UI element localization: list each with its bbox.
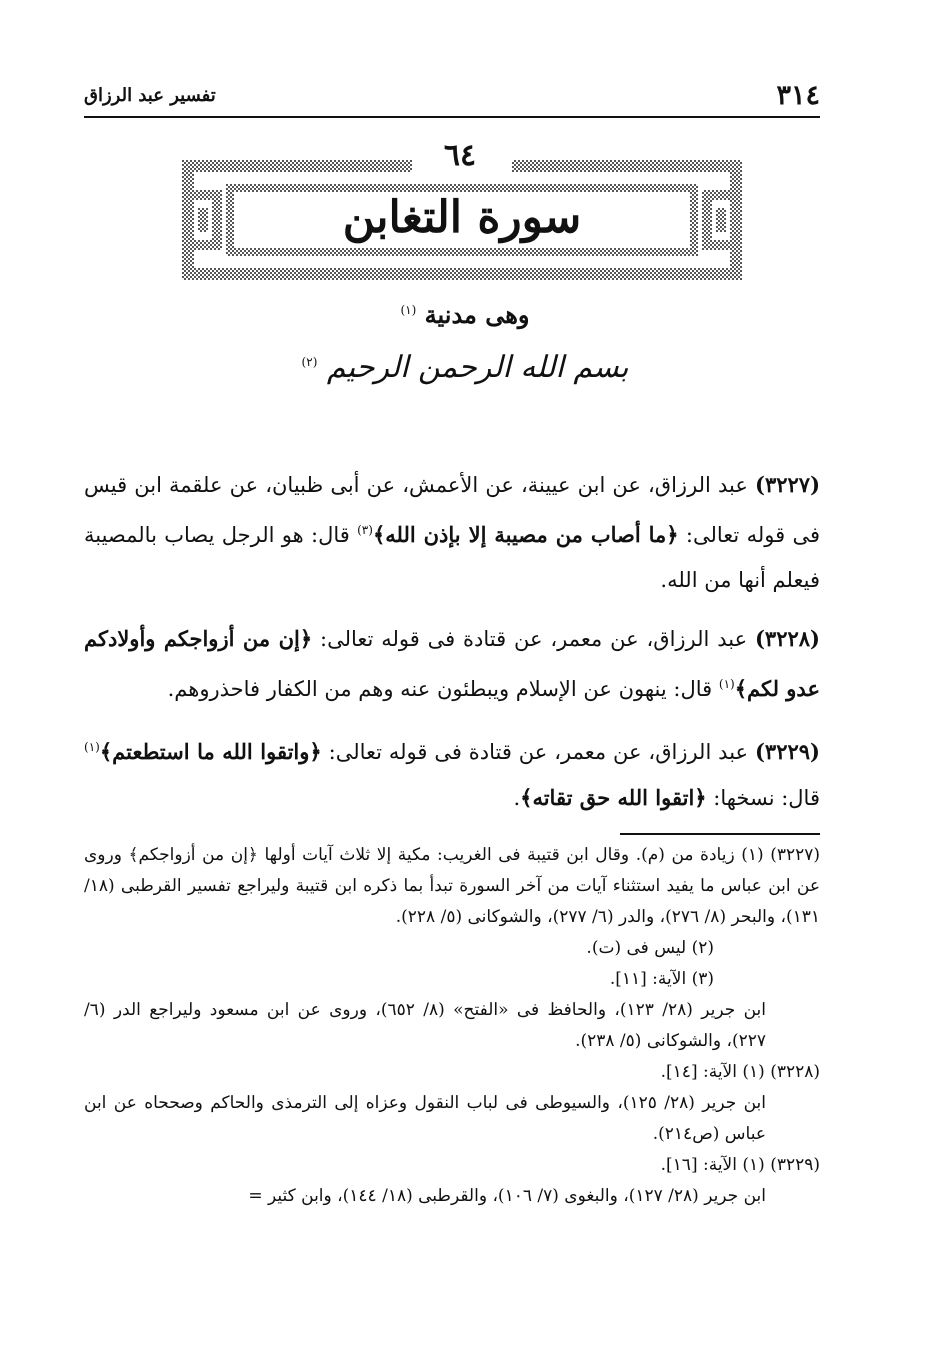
footnote: (٣٢٢٧) (١) زيادة من (م). وقال ابن قتيبة فى الغريب: مكية إلا ثلاث آيات أولها ﴿إن من أزواجكم﴾ وروى عن ابن عباس ما يفيد استثناء آيات من آخر السورة تبدأ بما ذكره ابن قتيبة وليراجع تفسير القرطبى (١٨/ ١٣١)، والبحر (٨/ ٢٧٦)، والدر (٦/ ٢٧٧)، والشوكانى (٥/ ٢٢٨).: [84, 845, 820, 927]
basmala: [300, 350, 630, 385]
hadith-number: (٣٢٢٨): [754, 626, 820, 651]
basmala-footnote-ref: (٢): [301, 355, 318, 369]
hadith-paragraph: [84, 616, 820, 712]
quran-verse-abrogating: ﴿اتقوا الله حق تقاته﴾: [520, 785, 707, 810]
page-number: ٣١٤: [776, 79, 820, 111]
surah-banner: [182, 160, 742, 280]
hadith-commentary: قال: هو الرجل يصاب بالمصيبة فيعلم أنها من الله.: [84, 523, 820, 592]
footnote-ref: (١): [84, 740, 100, 754]
footnote: (٣) الآية: [١١].: [609, 969, 714, 989]
footnote-ref: (٣): [357, 523, 373, 537]
header-rule: [84, 116, 820, 118]
running-title: تفسير عبد الرزاق: [84, 84, 216, 106]
footnote-ref: (١): [718, 677, 735, 691]
hadith-paragraph: [84, 462, 820, 603]
surah-title: سورة التغابن: [342, 192, 582, 243]
footnotes: [84, 840, 820, 1212]
hadith-number: (٣٢٢٧): [755, 472, 820, 497]
footnote: (٢) ليس فى (ت).: [586, 938, 714, 958]
hadith-paragraph: [84, 725, 820, 821]
footnote: (٣٢٢٩) (١) الآية: [١٦].: [660, 1155, 820, 1175]
revelation-footnote-ref: (١): [400, 303, 417, 317]
footnote: ابن جرير (٢٨/ ١٢٣)، والحافظ فى «الفتح» (٨/ ٦٥٢)، وروى عن ابن مسعود وليراجع الدر (٦/ ٢٢٧)، والشوكانى (٥/ ٢٣٨).: [84, 1000, 766, 1051]
hadith-commentary: قال: نسخها:: [713, 786, 820, 810]
sentence-end: .: [513, 786, 521, 810]
basmala-text: بسم الله الرحمن الرحيم: [326, 350, 629, 385]
quran-verse: ﴿واتقوا الله ما استطعتم﴾: [99, 739, 322, 764]
quran-verse: ﴿إن من أزواجكم وأولادكم عدو لكم﴾: [84, 626, 820, 701]
main-text: [84, 462, 820, 834]
revelation-note: [330, 300, 600, 329]
revelation-text: وهى مدنية: [424, 300, 530, 329]
footnote: (٣٢٢٨) (١) الآية: [١٤].: [660, 1062, 820, 1082]
page-header: [84, 78, 820, 112]
hadith-commentary: قال: ينهون عن الإسلام ويبطئون عنه وهم من الكفار فاحذروهم.: [167, 677, 713, 701]
footnote-separator: [620, 833, 820, 835]
hadith-number: (٣٢٢٩): [754, 739, 820, 764]
footnote: ابن جرير (٢٨/ ١٢٧)، والبغوى (٧/ ١٠٦)، والقرطبى (١٨/ ١٤٤)، وابن كثير =: [248, 1186, 766, 1206]
quran-verse: ﴿ما أصاب من مصيبة إلا بإذن الله﴾: [372, 522, 679, 547]
surah-number: ٦٤: [443, 138, 477, 173]
hadith-chain: عبد الرزاق، عن معمر، عن قتادة فى قوله تعالى:: [320, 627, 748, 651]
hadith-chain: عبد الرزاق، عن ابن عيينة، عن الأعمش، عن أبى ظبيان، عن علقمة ابن قيس فى قوله تعالى:: [84, 473, 820, 547]
footnote: ابن جرير (٢٨/ ١٢٥)، والسيوطى فى لباب النقول وعزاه إلى الترمذى والحاكم وصححاه عن ابن عباس (ص٢١٤).: [84, 1093, 766, 1144]
hadith-chain: عبد الرزاق، عن معمر، عن قتادة فى قوله تعالى:: [328, 740, 749, 764]
